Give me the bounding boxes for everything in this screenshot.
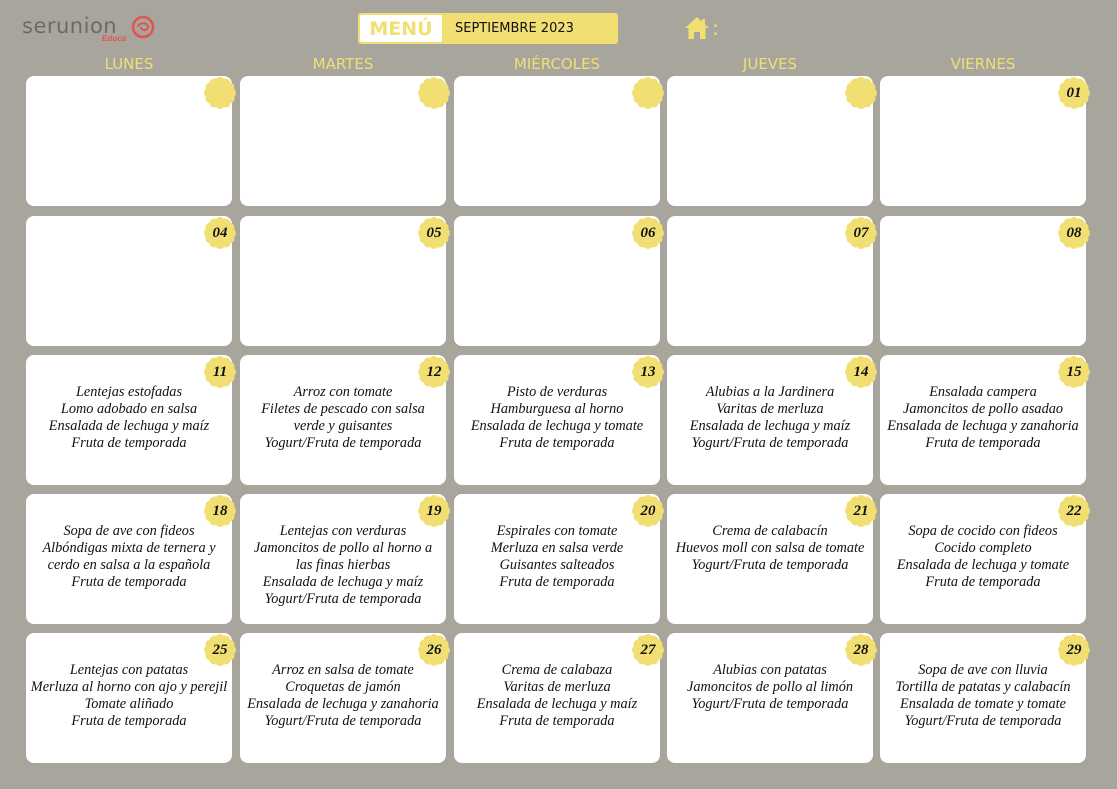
meal-item: Croquetas de jamón: [285, 679, 401, 695]
menu-month: SEPTIEMBRE 2023: [455, 21, 574, 36]
meal-item: Yogurt/Fruta de temporada: [264, 435, 422, 451]
date-number: 13: [640, 364, 656, 380]
home-indicator: [684, 14, 724, 42]
meal-list: [458, 384, 656, 452]
meal-item: Sopa de ave con fideos: [63, 523, 195, 539]
logo-wordmark: serunion: [22, 14, 118, 38]
date-number: 20: [640, 503, 656, 519]
meal-item: Tomate aliñado: [84, 696, 174, 712]
day-header-martes: MARTES: [312, 55, 374, 73]
meal-list: [671, 384, 869, 452]
day-cell: [240, 216, 446, 346]
meal-item: Ensalada de tomate y tomate: [900, 696, 1066, 712]
menu-title-box: [358, 13, 618, 44]
day-cell: [240, 633, 446, 763]
date-number: 14: [853, 364, 869, 380]
date-number: 22: [1066, 503, 1082, 519]
meal-item: Guisantes salteados: [499, 557, 615, 573]
date-badge: [844, 76, 878, 110]
meal-list: [244, 662, 442, 730]
day-cell: [454, 633, 660, 763]
meal-item: Ensalada de lechuga y tomate: [470, 418, 644, 434]
date-number: 05: [426, 225, 442, 241]
meal-list: [244, 523, 442, 608]
date-number: 04: [212, 225, 228, 241]
meal-list: [671, 523, 869, 574]
meal-list: [671, 662, 869, 713]
meal-item: Lentejas con patatas: [69, 662, 189, 678]
serunion-logo: [22, 12, 162, 46]
meal-list: [30, 662, 228, 730]
date-badge: [631, 76, 665, 110]
meal-list: [884, 662, 1082, 730]
date-badge: [631, 216, 665, 250]
meal-list: [458, 523, 656, 591]
meal-item: Tortilla de patatas y calabacín: [895, 679, 1071, 695]
day-cell: [880, 633, 1086, 763]
meal-item: Ensalada de lechuga y zanahoria: [247, 696, 439, 712]
date-number: 01: [1066, 85, 1082, 101]
date-number: 12: [426, 364, 442, 380]
meal-item: Fruta de temporada: [499, 713, 615, 729]
day-cell: [26, 216, 232, 346]
day-cell: [667, 355, 873, 485]
date-number: [203, 76, 237, 110]
meal-item: Yogurt/Fruta de temporada: [904, 713, 1062, 729]
meal-item: Jamoncitos de pollo asadao: [902, 401, 1064, 417]
meal-item: Arroz en salsa de tomate: [272, 662, 414, 678]
meal-item: Espirales con tomate: [496, 523, 618, 539]
meal-item: Ensalada de lechuga y maíz: [689, 418, 851, 434]
logo-swirl-icon: [130, 14, 156, 40]
meal-list: [884, 384, 1082, 452]
day-cell: [667, 76, 873, 206]
meal-item: Yogurt/Fruta de temporada: [691, 696, 849, 712]
date-badge: [203, 216, 237, 250]
date-number: 27: [640, 642, 656, 658]
day-cell: [667, 494, 873, 624]
meal-list: [244, 384, 442, 452]
day-cell: [240, 76, 446, 206]
meal-list: [30, 384, 228, 452]
meal-item: Huevos moll con salsa de tomate: [675, 540, 865, 556]
menu-label: MENÚ: [360, 15, 442, 42]
meal-item: Ensalada de lechuga y tomate: [896, 557, 1070, 573]
meal-item: Ensalada de lechuga y maíz: [48, 418, 210, 434]
meal-item: Crema de calabaza: [501, 662, 613, 678]
meal-item: Alubias a la Jardinera: [705, 384, 835, 400]
meal-item: Merluza en salsa verde: [490, 540, 624, 556]
date-badge: [1057, 216, 1091, 250]
date-number: 08: [1066, 225, 1082, 241]
meal-item: Fruta de temporada: [71, 435, 187, 451]
meal-item: Sopa de cocido con fideos: [908, 523, 1058, 539]
day-header-jueves: JUEVES: [742, 55, 798, 73]
meal-item: Crema de calabacín: [712, 523, 828, 539]
meal-item: Ensalada campera: [929, 384, 1037, 400]
date-badge: [1057, 76, 1091, 110]
day-cell: [26, 76, 232, 206]
date-number: 15: [1066, 364, 1082, 380]
date-badge: [417, 76, 451, 110]
date-number: 29: [1066, 642, 1082, 658]
day-header-viernes: VIERNES: [950, 55, 1016, 73]
meal-item: Sopa de ave con lluvia: [918, 662, 1048, 678]
day-cell: [454, 216, 660, 346]
day-cell: [26, 494, 232, 624]
meal-item: Merluza al horno con ajo y perejil: [30, 679, 228, 695]
day-cell: [454, 355, 660, 485]
day-cell: [880, 494, 1086, 624]
date-number: 18: [212, 503, 228, 519]
meal-item: Yogurt/Fruta de temporada: [264, 591, 422, 607]
meal-item: Albóndigas mixta de ternera y cerdo en salsa a la española: [42, 540, 216, 573]
meal-item: Lentejas con verduras: [279, 523, 407, 539]
day-header-miercoles: MIÉRCOLES: [513, 55, 601, 73]
day-cell: [880, 216, 1086, 346]
meal-item: Filetes de pescado con salsa verde y guisantes: [261, 401, 425, 434]
day-cell: [26, 355, 232, 485]
date-number: [844, 76, 878, 110]
date-number: 26: [426, 642, 442, 658]
meal-item: Fruta de temporada: [925, 435, 1041, 451]
date-badge: [417, 216, 451, 250]
day-cell: [240, 494, 446, 624]
home-colon: :: [712, 16, 719, 40]
day-cell: [667, 216, 873, 346]
date-number: 25: [212, 642, 228, 658]
meal-item: Fruta de temporada: [71, 574, 187, 590]
meal-item: Ensalada de lechuga y zanahoria: [887, 418, 1079, 434]
meal-item: Varitas de merluza: [503, 679, 611, 695]
day-cell: [240, 355, 446, 485]
meal-item: Jamoncitos de pollo al limón: [687, 679, 853, 695]
date-badge: [844, 216, 878, 250]
day-header-lunes: LUNES: [104, 55, 154, 73]
meal-item: Ensalada de lechuga y maíz: [262, 574, 424, 590]
date-number: 21: [853, 503, 869, 519]
meal-item: Yogurt/Fruta de temporada: [691, 435, 849, 451]
meal-item: Fruta de temporada: [925, 574, 1041, 590]
day-cell: [26, 633, 232, 763]
meal-item: Fruta de temporada: [71, 713, 187, 729]
meal-item: Lomo adobado en salsa: [60, 401, 198, 417]
logo-subtitle: Educa: [102, 34, 127, 43]
home-icon: [684, 16, 710, 40]
meal-list: [884, 523, 1082, 591]
date-number: [631, 76, 665, 110]
meal-item: Ensalada de lechuga y maíz: [476, 696, 638, 712]
meal-item: Alubias con patatas: [713, 662, 827, 678]
meal-item: Yogurt/Fruta de temporada: [691, 557, 849, 573]
meal-item: Lentejas estofadas: [75, 384, 183, 400]
day-cell: [667, 633, 873, 763]
meal-item: Cocido completo: [934, 540, 1032, 556]
day-cell: [454, 494, 660, 624]
date-number: 28: [853, 642, 869, 658]
day-cell: [880, 355, 1086, 485]
date-number: 06: [640, 225, 656, 241]
meal-list: [30, 523, 228, 591]
meal-item: Fruta de temporada: [499, 574, 615, 590]
date-number: 11: [212, 364, 228, 380]
date-number: 07: [853, 225, 869, 241]
meal-item: Jamoncitos de pollo al horno a las finas hierbas: [253, 540, 433, 573]
meal-list: [458, 662, 656, 730]
meal-item: Fruta de temporada: [499, 435, 615, 451]
meal-item: Varitas de merluza: [716, 401, 824, 417]
day-cell: [880, 76, 1086, 206]
meal-item: Arroz con tomate: [293, 384, 393, 400]
meal-item: Pisto de verduras: [506, 384, 608, 400]
date-number: 19: [426, 503, 442, 519]
meal-item: Hamburguesa al horno: [490, 401, 624, 417]
date-badge: [203, 76, 237, 110]
meal-item: Yogurt/Fruta de temporada: [264, 713, 422, 729]
date-number: [417, 76, 451, 110]
day-cell: [454, 76, 660, 206]
